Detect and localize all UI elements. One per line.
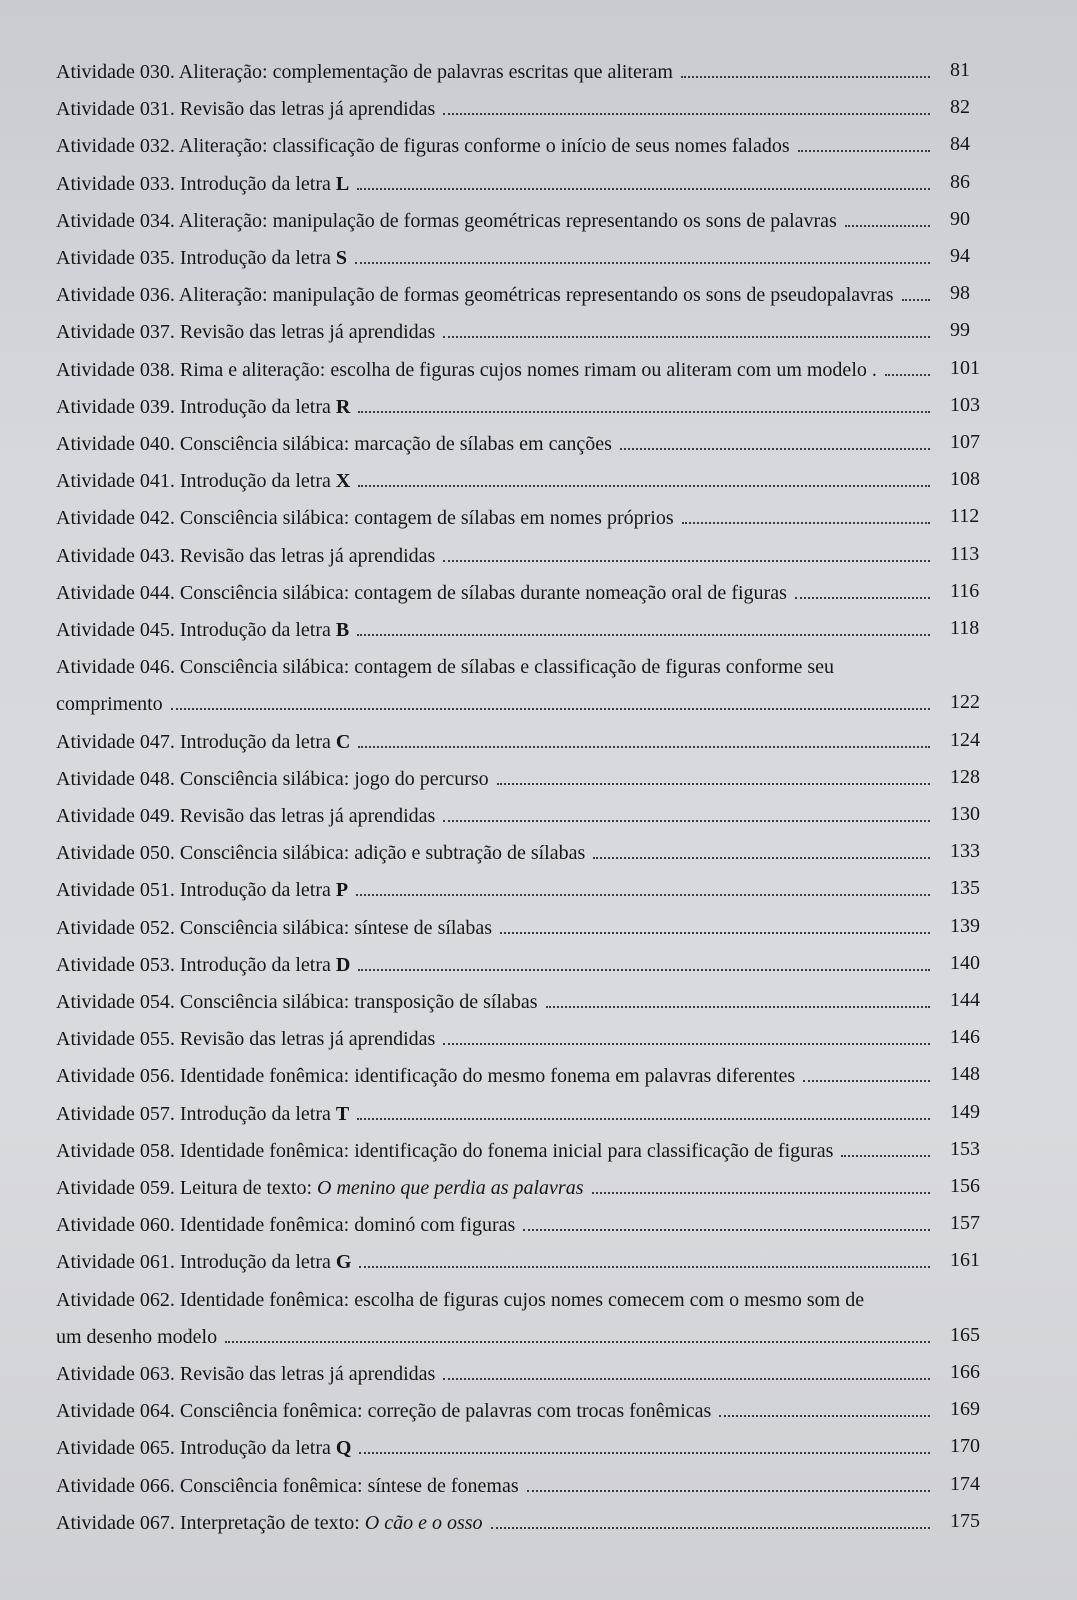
toc-entry-text: Atividade 060. Identidade fonêmica: dominó com figuras	[56, 1214, 516, 1237]
toc-page-number: 107	[950, 431, 980, 453]
toc-entry-title	[56, 618, 349, 642]
toc-entry-title	[56, 730, 350, 754]
dot-leader	[681, 76, 930, 78]
toc-page-number: 169	[950, 1398, 980, 1421]
toc-entry-text: Atividade 065. Introdução da letra	[56, 1437, 336, 1460]
dot-leader	[885, 374, 930, 376]
toc-entry-text: Atividade 044. Consciência silábica: contagem de sílabas durante nomeação oral de figuras	[56, 581, 787, 604]
toc-entry-first-line	[56, 655, 834, 679]
toc-entry-title	[56, 358, 877, 382]
toc-page-number: 122	[950, 691, 980, 714]
toc-entry-title	[56, 320, 435, 344]
toc-entry-text: Atividade 049. Revisão das letras já aprendidas	[56, 805, 436, 827]
toc-entry-text: Atividade 054. Consciência silábica: transposição de sílabas	[56, 991, 538, 1013]
toc-entry[interactable]	[56, 953, 936, 977]
dot-leader	[443, 560, 930, 562]
toc-entry[interactable]	[56, 692, 936, 716]
toc-entry-title	[56, 1511, 483, 1535]
toc-entry-letter: C	[335, 730, 351, 753]
toc-entry-text: Atividade 051. Introdução da letra	[56, 879, 336, 902]
toc-entry-text: Atividade 067. Interpretação de texto:	[56, 1511, 365, 1534]
toc-entry-text: Atividade 034. Aliteração: manipulação de formas geométricas representando os sons de palavras	[56, 209, 837, 232]
toc-entry[interactable]	[56, 767, 936, 791]
toc-entry-title	[56, 1436, 351, 1460]
toc-page-number: 165	[950, 1323, 980, 1346]
toc-page-number: 166	[950, 1361, 980, 1383]
toc-entry-text: Atividade 059. Leitura de texto:	[56, 1177, 318, 1199]
toc-entry-text: Atividade 032. Aliteração: classificação de figuras conforme o início de seus nomes falados	[56, 135, 790, 158]
toc-entry-text-title: O cão e o osso	[364, 1511, 483, 1534]
toc-entry-text: Atividade 057. Introdução da letra	[56, 1102, 336, 1125]
toc-page-number: 156	[950, 1175, 980, 1197]
toc-entry[interactable]	[56, 1176, 936, 1200]
dot-leader	[527, 1490, 930, 1492]
toc-page-number: 140	[950, 951, 980, 974]
toc-page-number: 99	[950, 319, 970, 342]
toc-entry[interactable]	[56, 878, 936, 902]
toc-entry-title	[56, 209, 837, 233]
toc-page-number: 118	[950, 617, 980, 639]
toc-page-number: 175	[950, 1509, 980, 1532]
toc-entry-title	[56, 1102, 349, 1126]
dot-leader	[443, 1043, 930, 1045]
toc-entry-title	[56, 916, 492, 940]
toc-entry-title	[56, 134, 790, 158]
dot-leader	[356, 894, 930, 896]
toc-entry-title	[56, 1064, 795, 1088]
toc-entry[interactable]	[56, 172, 936, 196]
dot-leader	[171, 708, 930, 710]
toc-entry-title	[56, 1399, 711, 1423]
toc-entry-continuation: comprimento	[56, 693, 163, 716]
toc-entry[interactable]	[56, 395, 936, 419]
toc-page-number: 133	[950, 840, 980, 863]
toc-page-number: 113	[950, 542, 980, 565]
toc-entry[interactable]	[56, 320, 936, 344]
toc-entry-letter: B	[335, 619, 350, 641]
toc-entry-letter: S	[335, 247, 348, 269]
toc-entry-text: Atividade 045. Introdução da letra	[56, 619, 336, 641]
dot-leader	[357, 1118, 930, 1120]
toc-page-number: 135	[950, 877, 980, 900]
dot-leader	[523, 1229, 930, 1231]
toc-entry-title	[56, 544, 435, 568]
toc-entry[interactable]	[56, 581, 936, 605]
dot-leader	[443, 113, 930, 115]
toc-entry[interactable]	[56, 97, 936, 121]
toc-page-number: 112	[950, 505, 980, 528]
dot-leader	[357, 188, 930, 190]
toc-page-number: 98	[950, 282, 970, 305]
toc-entry[interactable]	[56, 469, 936, 493]
toc-entry-text: Atividade 055. Revisão das letras já aprendidas	[56, 1028, 436, 1051]
dot-leader	[443, 1378, 930, 1380]
toc-entry-text: Atividade 064. Consciência fonêmica: correção de palavras com trocas fonêmicas	[56, 1400, 712, 1423]
toc-entry-title	[56, 246, 347, 270]
dot-leader	[358, 746, 930, 748]
dot-leader	[355, 262, 930, 264]
toc-entry[interactable]	[56, 506, 936, 530]
dot-leader	[841, 1155, 930, 1157]
toc-entry-title	[56, 1176, 584, 1200]
toc-entry[interactable]	[56, 1436, 936, 1460]
toc-entry-title	[56, 990, 538, 1014]
toc-page-number: 130	[950, 803, 980, 825]
toc-entry-title	[56, 804, 435, 828]
dot-leader	[798, 150, 930, 152]
dot-leader	[225, 1341, 930, 1343]
toc-entry[interactable]	[56, 1064, 936, 1088]
dot-leader	[358, 969, 930, 971]
toc-entry-title	[56, 656, 834, 678]
toc-entry-title	[56, 1213, 515, 1237]
toc-page-number: 94	[950, 245, 970, 267]
toc-entry-text: Atividade 048. Consciência silábica: jogo do percurso	[56, 767, 489, 790]
toc-entry-text: Atividade 053. Introdução da letra	[56, 953, 336, 976]
dot-leader	[358, 485, 930, 487]
toc-entry[interactable]	[56, 1362, 936, 1386]
toc-entry-text: Atividade 042. Consciência silábica: contagem de sílabas em nomes próprios	[56, 507, 674, 530]
toc-page-number: 148	[950, 1063, 980, 1086]
dot-leader	[358, 411, 930, 413]
toc-entry[interactable]	[56, 432, 936, 456]
dot-leader	[546, 1006, 930, 1008]
toc-entry-title	[56, 283, 894, 307]
toc-entry[interactable]	[56, 618, 936, 642]
toc-entry-letter: Q	[335, 1437, 352, 1460]
toc-entry[interactable]	[56, 1511, 936, 1535]
toc-page-number: 124	[950, 728, 980, 751]
toc-entry-text-title: O menino que perdia as palavras	[317, 1177, 584, 1199]
toc-entry[interactable]	[56, 60, 936, 84]
toc-entry-title	[56, 841, 585, 865]
toc-entry-title	[56, 1362, 435, 1386]
toc-entry[interactable]	[56, 841, 936, 865]
dot-leader	[682, 522, 930, 524]
toc-entry-title	[56, 953, 350, 977]
toc-entry-text: Atividade 038. Rima e aliteração: escolha de figuras cujos nomes rimam ou aliteram com um modelo .	[56, 358, 877, 381]
toc-entry-letter: G	[335, 1251, 352, 1274]
toc-entry-title	[56, 767, 489, 791]
toc-entry[interactable]	[56, 1325, 936, 1349]
toc-entry[interactable]	[56, 1027, 936, 1051]
toc-entry-text: Atividade 052. Consciência silábica: síntese de sílabas	[56, 916, 492, 939]
toc-entry-text: Atividade 066. Consciência fonêmica: síntese de fonemas	[56, 1474, 519, 1497]
dot-leader	[902, 299, 931, 301]
toc-page-number: 81	[950, 59, 970, 81]
toc-entry[interactable]	[56, 358, 936, 382]
toc-entry-title	[56, 1250, 351, 1274]
toc-entry-text: Atividade 036. Aliteração: manipulação de formas geométricas representando os sons de pseudopalavras	[56, 284, 894, 307]
toc-entry-letter: T	[335, 1102, 350, 1125]
dot-leader	[592, 1192, 930, 1194]
toc-entry-text: Atividade 035. Introdução da letra	[56, 247, 336, 269]
toc-entry-letter: P	[335, 879, 349, 902]
dot-leader	[357, 634, 930, 636]
toc-entry-title	[56, 432, 612, 456]
toc-entry-text: Atividade 040. Consciência silábica: marcação de sílabas em canções	[56, 433, 612, 455]
toc-page-number: 90	[950, 207, 970, 230]
toc-page-number: 139	[950, 914, 980, 937]
toc-entry[interactable]	[56, 1399, 936, 1423]
dot-leader	[719, 1415, 930, 1417]
toc-page-number: 84	[950, 133, 970, 156]
dot-leader	[795, 597, 930, 599]
dot-leader	[845, 225, 930, 227]
toc-page-number: 86	[950, 170, 970, 193]
dot-leader	[497, 783, 930, 785]
toc-page-number: 157	[950, 1212, 980, 1235]
toc-page-number: 146	[950, 1026, 980, 1049]
toc-page-number: 82	[950, 96, 970, 119]
toc-entry-text: Atividade 056. Identidade fonêmica: identificação do mesmo fonema em palavras diferentes	[56, 1065, 796, 1088]
toc-entry[interactable]	[56, 544, 936, 568]
toc-entry[interactable]	[56, 1139, 936, 1163]
toc-page-number: 161	[950, 1249, 980, 1272]
toc-entry-text: Atividade 058. Identidade fonêmica: identificação do fonema inicial para classificação de figuras	[56, 1139, 834, 1162]
toc-page-number: 174	[950, 1472, 980, 1495]
toc-page-number: 144	[950, 989, 980, 1011]
toc-entry-text: Atividade 063. Revisão das letras já aprendidas	[56, 1363, 436, 1385]
toc-entry-letter: R	[335, 395, 351, 418]
toc-entry[interactable]	[56, 246, 936, 270]
dot-leader	[491, 1527, 930, 1529]
toc-entry-first-line	[56, 1288, 864, 1312]
toc-entry-title	[56, 1139, 833, 1163]
toc-entry-text: Atividade 050. Consciência silábica: adição e subtração de sílabas	[56, 842, 586, 865]
toc-page-number: 170	[950, 1435, 980, 1458]
toc-entry-title	[56, 1027, 435, 1051]
toc-entry-text: Atividade 061. Introdução da letra	[56, 1251, 336, 1274]
toc-entry-text: Atividade 062. Identidade fonêmica: escolha de figuras cujos nomes comecem com o mesmo som de	[56, 1288, 865, 1311]
toc-entry-title	[56, 1474, 519, 1498]
toc-page-number: 128	[950, 765, 980, 788]
toc-entry[interactable]	[56, 990, 936, 1014]
toc-page-number: 108	[950, 468, 980, 491]
toc-entry-title	[56, 878, 348, 902]
dot-leader	[803, 1080, 930, 1082]
toc-entry-continuation: um desenho modelo	[56, 1325, 218, 1348]
toc-entry-letter: L	[335, 172, 350, 195]
toc-entry-text: Atividade 031. Revisão das letras já aprendidas	[56, 98, 436, 121]
toc-page-number: 101	[950, 356, 980, 379]
toc-page-number: 153	[950, 1137, 980, 1160]
toc-entry[interactable]	[56, 730, 936, 754]
toc-entry[interactable]	[56, 804, 936, 828]
toc-entry-title	[56, 469, 350, 493]
toc-entry[interactable]	[56, 916, 936, 940]
toc-entry-title	[56, 395, 350, 419]
toc-entry-text: Atividade 041. Introdução da letra	[56, 470, 336, 493]
toc-entry-title	[56, 172, 349, 196]
toc-entry-text: Atividade 039. Introdução da letra	[56, 395, 336, 418]
dot-leader	[500, 932, 930, 934]
dot-leader	[359, 1266, 930, 1268]
toc-entry[interactable]	[56, 1474, 936, 1498]
toc-entry[interactable]	[56, 134, 936, 158]
dot-leader	[443, 820, 930, 822]
dot-leader	[443, 336, 930, 338]
toc-page-number: 116	[950, 579, 980, 602]
toc-entry-title	[56, 506, 674, 530]
dot-leader	[593, 857, 930, 859]
toc-entry[interactable]	[56, 209, 936, 233]
toc-page-number: 103	[950, 393, 980, 416]
dot-leader	[620, 448, 930, 450]
toc-entry[interactable]	[56, 1213, 936, 1237]
toc-entry-text: Atividade 047. Introdução da letra	[56, 730, 336, 753]
toc-entry-letter: D	[335, 953, 351, 976]
dot-leader	[359, 1452, 930, 1454]
toc-entry[interactable]	[56, 1250, 936, 1274]
toc-entry[interactable]	[56, 283, 936, 307]
toc-entry-title	[56, 1289, 864, 1311]
toc-entry-title	[56, 60, 673, 84]
toc-entry-letter: X	[335, 470, 351, 493]
toc-page-number: 149	[950, 1100, 980, 1123]
toc-entry-text: Atividade 046. Consciência silábica: contagem de sílabas e classificação de figuras conforme seu	[56, 656, 835, 679]
toc-entry-text: Atividade 033. Introdução da letra	[56, 172, 336, 195]
toc-entry-title	[56, 581, 787, 605]
toc-entry-text: Atividade 030. Aliteração: complementação de palavras escritas que aliteram	[56, 61, 673, 83]
toc-entry[interactable]	[56, 1102, 936, 1126]
toc-entry-text: Atividade 037. Revisão das letras já aprendidas	[56, 321, 436, 344]
toc-entry-text: Atividade 043. Revisão das letras já aprendidas	[56, 544, 436, 567]
toc-entry-title	[56, 97, 435, 121]
